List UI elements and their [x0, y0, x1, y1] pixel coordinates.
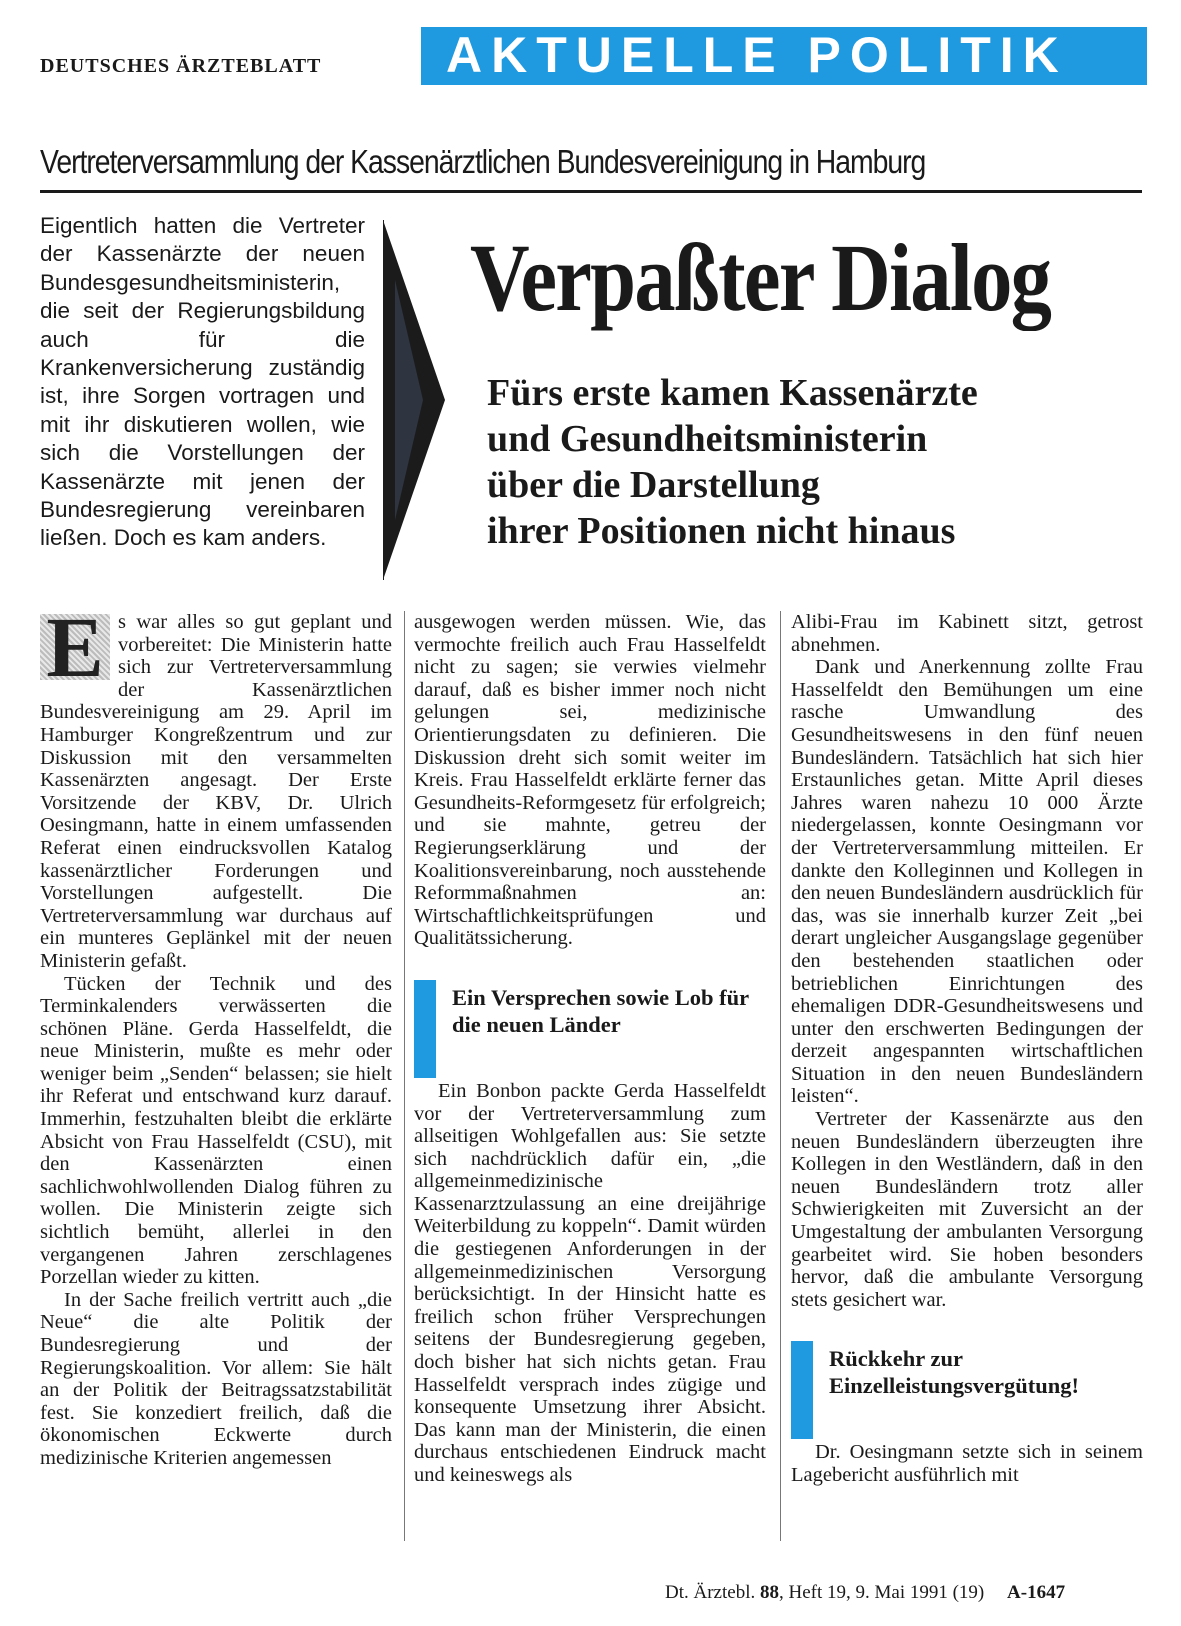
footer-volume: 88: [759, 1582, 779, 1603]
arrow-wedge-icon: [383, 220, 445, 580]
intro-paragraph: Eigentlich hatten die Vertreter der Kassenärzte der neuen Bundesgesundheitsministerin, die seit der Regierungsbildung auch für die Krankenversicherung zuständig ist, ihre Sorgen vortragen und mit ihr diskutieren wollen, wie sich die Vorstellungen der Kassenärzte mit jenen der Bundesregierung vereinbaren ließen. Doch es kam anders.: [40, 213, 365, 551]
subhead-title: Rückkehr zur Einzelleistungsvergütung!: [829, 1346, 1080, 1399]
drop-cap: E: [40, 614, 110, 680]
subheadline-line: über die Darstellung: [487, 464, 820, 506]
body-paragraph: ausgewogen werden müssen. Wie, das vermochte freilich auch Frau Hasselfeldt nicht zu sagen; sie verwies vielmehr darauf, daß es bisher immer noch nicht gelungen sei, medizinische Orientierungsdaten zu definieren. Die Diskussion dreht sich somit weiter im Kreis. Frau Hasselfeldt erklärte ferner das Gesundheits-Reformgesetz für erfolgreich; und sie mahnte, getreu der Regierungserklärung und der Koalitionsvereinbarung, noch ausstehende Reformmaßnahmen an: Wirtschaftlichkeitsprüfungen und Qualitätssicherung.: [414, 611, 766, 950]
body-paragraph: In der Sache freilich vertritt auch „die Neue“ die alte Politik der Bundesregierung und der Regierungskoalition. Vor allem: Sie hält an der Politik der Beitragssatzstabilität fest. Sie konzediert freilich, daß die ökonomischen Eckwerte durch medizinische Kriterien angemessen: [40, 1288, 392, 1469]
column-divider: [780, 611, 781, 1541]
column-divider: [404, 611, 405, 1541]
body-paragraph: Dr. Oesingmann setzte sich in seinem Lagebericht ausführlich mit: [791, 1441, 1143, 1486]
body-paragraph: Tücken der Technik und des Terminkalenders verwässerten die schönen Pläne. Gerda Hasselfeldt, die neue Ministerin, mußte es mehr oder weniger beim „Senden“ belassen; sie hielt ihr Referat und entschwand kurz darauf. Immerhin, festzuhalten bleibt die erklärte Absicht von Frau Hasselfeldt (CSU), mit den Kassenärzten einen sachlichwohlwollenden Dialog führen zu wollen. Die Ministerin zeigte sich sichtlich bemüht, allerlei in den vergangenen Jahren zerschlagenes Porzellan wieder zu kitten.: [40, 972, 392, 1289]
headline: Verpaßter Dialog: [470, 224, 1051, 331]
body-paragraph: Vertreter der Kassenärzte aus den neuen Bundesländern überzeugten ihre Kollegen in den Westländern, daß in den neuen Bundesländern trotz aller Schwierigkeiten mit Zuversicht an der Umgestaltung der ambulanten Versorgung gearbeitet wird. Sie hoben besonders hervor, daß die ambulante Versorgung stets gesichert war.: [791, 1108, 1143, 1311]
subhead-title: Ein Versprechen sowie Lob für die neuen Länder: [452, 984, 749, 1037]
section-subhead: [791, 1341, 1143, 1427]
footer-page-number: A-1647: [1007, 1582, 1066, 1603]
article-column-3: [791, 611, 1143, 1487]
subheadline-line: und Gesundheitsministerin: [487, 418, 928, 460]
article-column-1: [40, 599, 392, 1470]
subheadline: [487, 370, 1147, 554]
body-paragraph: Dank und Anerkennung zollte Frau Hasselfeldt den Bemühungen um eine rasche Umwandlung des Gesundheitswesens in den fünf neuen Bundesländern. Tatsächlich hat sich hier Erstaunliches getan. Mitte April dieses Jahres waren nahezu 10 000 Ärzte niedergelassen, konnte Oesingmann vor der Vertreterversammlung mitteilen. Er dankte den Kolleginnen und Kollegen in den neuen Bundesländern ausdrücklich für das, was sie innerhalb kurzer Zeit „bei derart ungleicher Ausgangslage gegenüber den bestehenden staatlichen oder betrieblichen Einrichtungen des ehemaligen DDR-Gesundheitswesens und unter den erschwerten Bedingungen der derzeit angespannten wirtschaftlichen Situation in den neuen Bundesländern leisten“.: [791, 656, 1143, 1108]
body-paragraph: Alibi-Frau im Kabinett sitzt, getrost abnehmen.: [791, 611, 1143, 656]
footer-journal: Dt. Ärztebl.: [665, 1582, 756, 1603]
page-footer: [665, 1582, 1065, 1604]
section-subhead: [414, 980, 766, 1066]
subheadline-line: Fürs erste kamen Kassenärzte: [487, 372, 978, 414]
kicker-rule: [40, 190, 1142, 193]
body-paragraph: s war alles so gut geplant und vorbereitet: Die Ministerin hatte sich zur Vertreterversammlung der Kassenärztlichen Bundesvereinigung am 29. April im Hamburger Kongreßzentrum und zur Diskussion mit den versammelten Kassenärzten angesagt. Der Erste Vorsitzende der KBV, Dr. Ulrich Oesingmann, hatte in einem umfassenden Referat einen eindrucksvollen Katalog kassenärztlicher Forderungen und Vorstellungen aufgestellt. Die Vertreterversammlung war durchaus auf ein munteres Geplänkel mit der neuen Ministerin gefaßt.: [40, 611, 392, 972]
footer-issue: , Heft 19, 9. Mai 1991 (19): [778, 1582, 985, 1603]
kicker-line: Vertreterversammlung der Kassenärztlichen Bundesvereinigung in Hamburg: [40, 143, 926, 180]
masthead: DEUTSCHES ÄRZTEBLATT: [40, 55, 322, 77]
subhead-marker-bar: [414, 980, 436, 1078]
subheadline-line: ihrer Positionen nicht hinaus: [487, 510, 956, 552]
subhead-marker-bar: [791, 1341, 813, 1439]
body-paragraph: Ein Bonbon packte Gerda Hasselfeldt vor der Vertreterversammlung zum allseitigen Wohlgefallen aus: Sie setzte sich nachdrücklich dafür ein, „die allgemeinmedizinische Kassenarztzulassung an eine dreijährige Weiterbildung zu koppeln“. Damit würden die gestiegenen Anforderungen in der allgemeinmedizinischen Versorgung berücksichtigt. In der Hinsicht hatte es freilich schon früher Versprechungen seitens der Bundesregierung gegeben, doch bisher hat sich nichts getan. Frau Hasselfeldt versprach indes zügige und konsequente Umsetzung ihrer Absicht. Das kann man der Ministerin, die einen durchaus entschiedenen Eindruck macht und keineswegs als: [414, 1079, 766, 1486]
article-column-2: [414, 611, 766, 1487]
section-label: AKTUELLE POLITIK: [446, 27, 1068, 83]
